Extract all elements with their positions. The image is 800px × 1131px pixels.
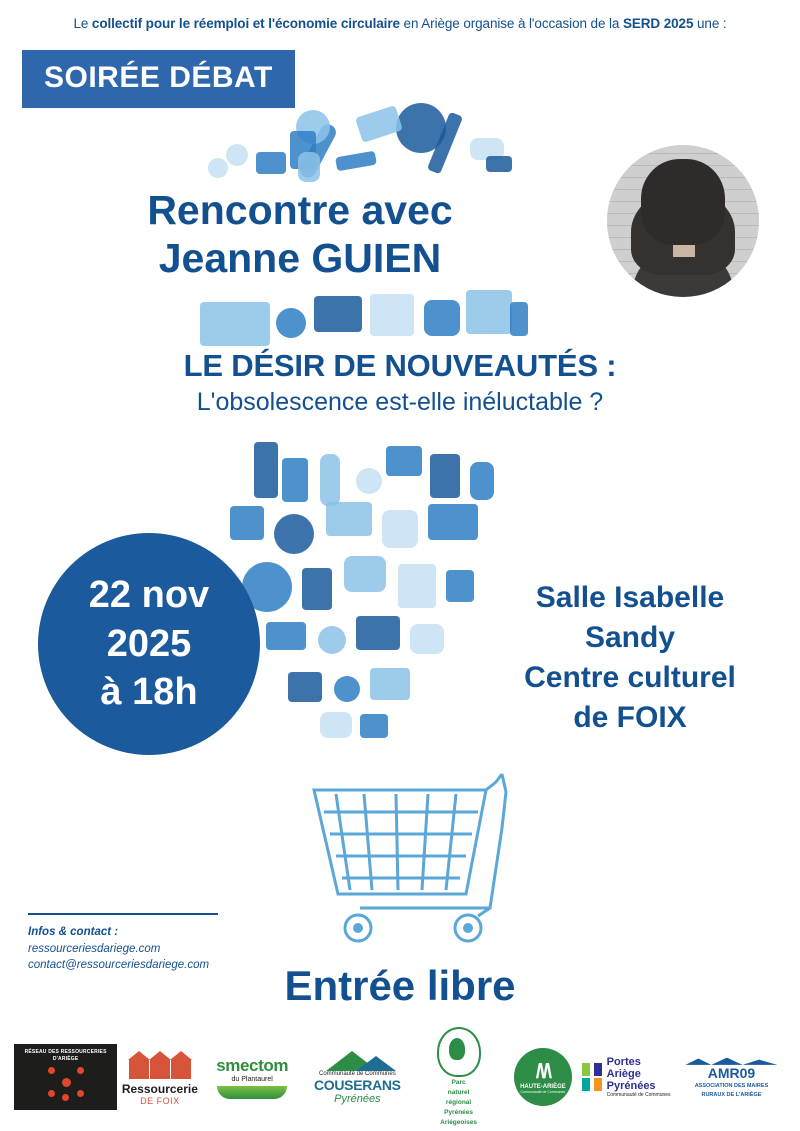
logo-portes-line4: Communauté de Communes — [606, 1092, 671, 1099]
mountain-icon — [318, 1049, 396, 1071]
logo-parc-naturel-regional — [413, 1027, 504, 1128]
logo-parc-line4: Pyrénées — [444, 1109, 474, 1117]
logo-amr09 — [677, 1055, 786, 1099]
logo-amr-line3: RURAUX DE L'ARIÈGE — [701, 1092, 762, 1098]
logo-ressourcerie-line1: Ressourcerie — [121, 1081, 198, 1096]
venue-block — [470, 578, 790, 738]
contact-label: Infos & contact : — [28, 926, 119, 938]
logo-ha-line2: Communauté de Communes — [520, 1089, 566, 1094]
logo-parc-line2: naturel — [447, 1088, 470, 1096]
intro-suffix: une : — [693, 16, 727, 31]
date-line-time: à 18h — [100, 671, 198, 714]
venue-line1: Salle Isabelle — [535, 581, 725, 614]
venue-line4: de FOIX — [573, 700, 687, 734]
logo-couserans-line2: Pyrénées — [334, 1093, 381, 1105]
logo-smectom-du-plantaurel — [203, 1056, 302, 1099]
logo-parc-line3: régional — [445, 1098, 472, 1106]
soiree-debat-banner: SOIRÉE DÉBAT — [22, 50, 295, 108]
intro-bold-serd: SERD 2025 — [622, 16, 694, 31]
speaker-heading-line1: Rencontre avec — [147, 187, 453, 233]
mountains-wave-icon — [685, 1055, 777, 1065]
free-entry-label: Entrée libre — [284, 962, 516, 1009]
logo-reseau-line2: D'ARIÈGE — [52, 1055, 79, 1062]
logo-ressourcerie-de-foix — [117, 1049, 202, 1106]
venue-line2: Sandy — [584, 620, 676, 654]
logo-portes-ariege-pyrenees — [582, 1056, 677, 1098]
logo-couserans-line0: Communauté de Communes — [319, 1071, 396, 1077]
logo-smectom-line1: smectom — [216, 1055, 289, 1075]
logo-parc-line5: Ariégeoises — [440, 1119, 477, 1127]
logo-couserans-line1: COUSERANS — [313, 1077, 401, 1093]
logo-portes-line2: Ariège — [606, 1067, 641, 1080]
molecule-icon — [48, 1067, 84, 1097]
logo-portes-line1: Portes — [606, 1055, 641, 1068]
portrait-hair — [641, 159, 725, 245]
logo-ha-line1: HAUTE-ARIÈGE — [520, 1083, 566, 1090]
tree-badge-icon — [437, 1027, 481, 1077]
logo-reseau-line1: RÉSEAU DES RESSOURCERIES — [24, 1049, 107, 1055]
talk-title: LE DÉSIR DE NOUVEAUTÉS : — [183, 348, 617, 383]
date-line-year: 2025 — [106, 622, 192, 665]
speaker-name: Jeanne GUIEN — [158, 235, 442, 282]
logo-parc-line1: Parc — [451, 1078, 466, 1086]
logo-portes-line3: Pyrénées — [606, 1080, 656, 1093]
logo-reseau-des-ressourceries-dariege — [14, 1044, 117, 1110]
contact-website[interactable]: ressourceriesdariege.com — [28, 942, 161, 955]
shopping-cart-icon — [300, 768, 520, 958]
intro-line — [0, 16, 800, 31]
contact-divider — [28, 913, 218, 915]
intro-bold-collectif: collectif pour le réemploi et l'économie circulaire — [91, 16, 400, 31]
logo-amr-line2: ASSOCIATION DES MAIRES — [694, 1082, 769, 1089]
logo-smectom-line2: du Plantaurel — [231, 1075, 273, 1083]
haute-ariege-mark — [514, 1048, 572, 1106]
speaker-portrait — [607, 145, 759, 297]
talk-subtitle: L'obsolescence est-elle inéluctable ? — [196, 388, 604, 416]
intro-middle: en Ariège organise à l'occasion de la — [399, 16, 623, 31]
speaker-heading — [0, 186, 600, 283]
four-squares-icon — [582, 1063, 602, 1091]
date-line-day: 22 nov — [88, 574, 210, 617]
ha-monogram-icon: /\/\ — [535, 1060, 551, 1083]
date-badge — [38, 533, 260, 755]
houses-icon — [117, 1049, 202, 1079]
swoosh-icon — [217, 1086, 287, 1099]
contact-email[interactable]: contact@ressourceriesdariege.com — [28, 959, 210, 972]
venue-line3: Centre culturel — [524, 660, 736, 694]
logo-ressourcerie-line2: DE FOIX — [140, 1095, 180, 1106]
logo-amr-line1: AMR09 — [707, 1064, 756, 1081]
intro-prefix: Le — [73, 16, 92, 31]
logo-haute-ariege — [504, 1048, 581, 1106]
logo-couserans-pyrenees — [302, 1049, 413, 1105]
partner-logos — [0, 1033, 800, 1127]
